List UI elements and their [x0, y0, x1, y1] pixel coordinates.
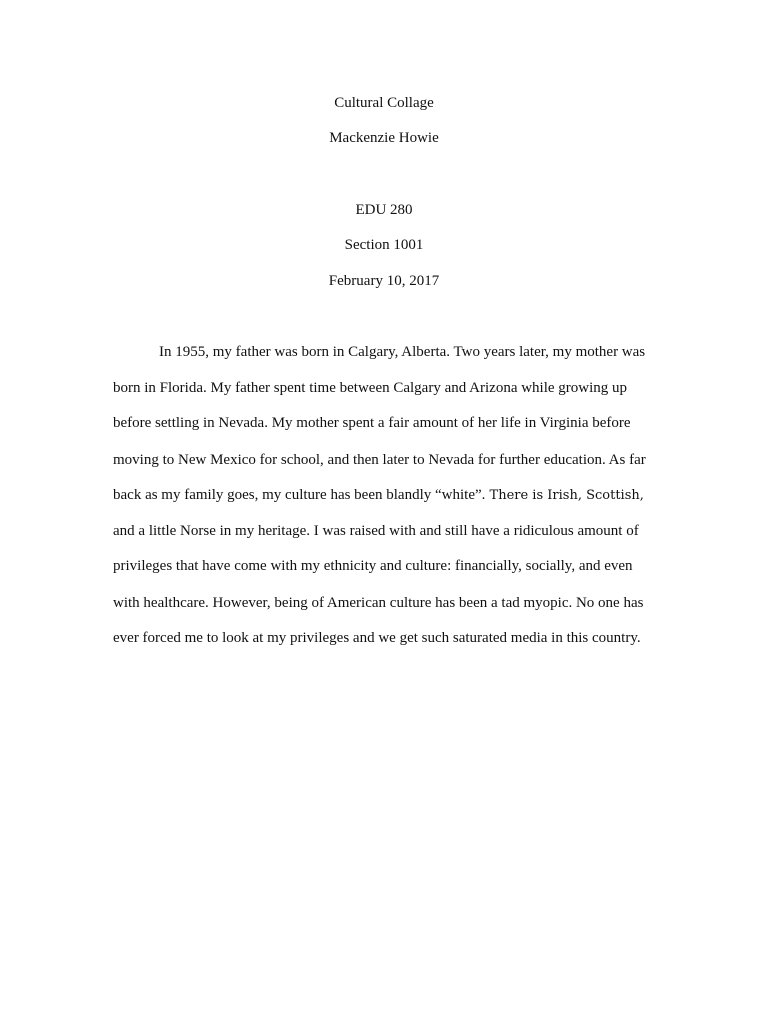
author-name: Mackenzie Howie — [329, 130, 439, 146]
document-title: Cultural Collage — [334, 95, 434, 111]
paragraph-line-5-start: back as my family goes, my culture has been blandly “white”. — [113, 487, 486, 503]
paragraph-line-4: moving to New Mexico for school, and then later to Nevada for further education. As far — [113, 452, 646, 468]
paragraph-line-7: privileges that have come with my ethnicity and culture: financially, socially, and even — [113, 558, 633, 574]
paragraph-line-8: with healthcare. However, being of American culture has been a tad myopic. No one has — [113, 595, 644, 611]
course-code: EDU 280 — [355, 202, 413, 218]
paragraph-line-3: before settling in Nevada. My mother spent a fair amount of her life in Virginia before — [113, 415, 631, 431]
paragraph-line-5 — [113, 485, 644, 506]
paragraph-line-9: ever forced me to look at my privileges and we get such saturated media in this country. — [113, 630, 641, 646]
paragraph-line-2: born in Florida. My father spent time between Calgary and Arizona while growing up — [113, 380, 628, 396]
paragraph-line-5-end: There is Irish, Scottish, — [485, 488, 644, 503]
document-date: February 10, 2017 — [328, 273, 440, 289]
paragraph-line-6: and a little Norse in my heritage. I was raised with and still have a ridiculous amount of — [113, 523, 639, 539]
paragraph-line-1: In 1955, my father was born in Calgary, Alberta. Two years later, my mother was — [159, 344, 646, 360]
section-number: Section 1001 — [344, 237, 424, 253]
